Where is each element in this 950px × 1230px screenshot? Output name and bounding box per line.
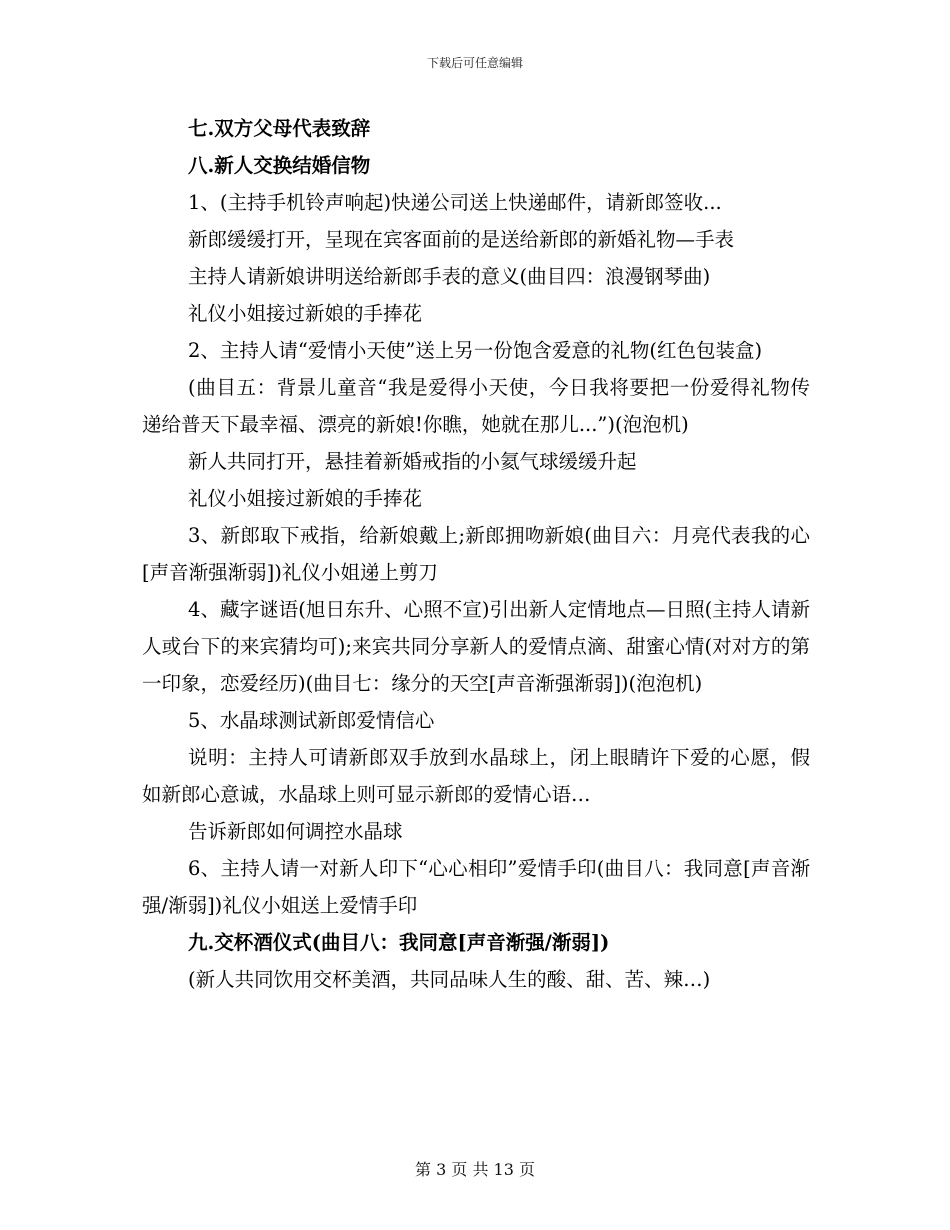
- paragraph: 2、主持人请“爱情小天使”送上另一份饱含爱意的礼物(红色包装盒): [188, 339, 763, 362]
- paragraph: (曲目五：背景儿童音“我是爱得小天使，今日我将要把一份爱得礼物传递给普天下最幸福、漂亮的新娘!你瞧，她就在那儿...”)(泡泡机): [142, 376, 810, 436]
- paragraph: 告诉新郎如何调控水晶球: [188, 820, 403, 843]
- paragraph: 6、主持人请一对新人印下“心心相印”爱情手印(曲目八：我同意[声音渐强/渐弱])礼仪小姐送上爱情手印: [142, 857, 810, 917]
- paragraph: 说明：主持人可请新郎双手放到水晶球上，闭上眼睛许下爱的心愿，假如新郎心意诚，水晶球上则可显示新郎的爱情心语…: [142, 746, 810, 806]
- document-body: [142, 110, 810, 998]
- paragraph: 4、藏字谜语(旭日东升、心照不宣)引出新人定情地点—日照(主持人请新人或台下的来宾猜均可);来宾共同分享新人的爱情点滴、甜蜜心情(对对方的第一印象，恋爱经历)(曲目七：缘分的天空[声音渐强渐弱])(泡泡机): [142, 598, 810, 695]
- section-heading: 七.双方父母代表致辞: [188, 117, 371, 140]
- paragraph: 5、水晶球测试新郎爱情信心: [188, 709, 435, 732]
- paragraph: 礼仪小姐接过新娘的手捧花: [188, 487, 423, 510]
- page-header: 下载后可任意编辑: [426, 56, 523, 70]
- paragraph: 1、(主持手机铃声响起)快递公司送上快递邮件，请新郎签收...: [188, 191, 722, 214]
- paragraph: 礼仪小姐接过新娘的手捧花: [188, 302, 423, 325]
- paragraph: 新郎缓缓打开，呈现在宾客面前的是送给新郎的新婚礼物—手表: [188, 228, 735, 251]
- paragraph: 3、新郎取下戒指，给新娘戴上;新郎拥吻新娘(曲目六：月亮代表我的心[声音渐强渐弱])礼仪小姐递上剪刀: [142, 524, 810, 584]
- paragraph: 主持人请新娘讲明送给新郎手表的意义(曲目四：浪漫钢琴曲): [188, 265, 711, 288]
- paragraph: 新人共同打开，悬挂着新婚戒指的小氦气球缓缓升起: [188, 450, 637, 473]
- section-heading: 八.新人交换结婚信物: [188, 154, 371, 177]
- page-number: 第 3 页 共 13 页: [415, 1160, 535, 1179]
- paragraph: (新人共同饮用交杯美酒，共同品味人生的酸、甜、苦、辣…): [188, 968, 711, 991]
- section-heading: 九.交杯酒仪式(曲目八：我同意[声音渐强/渐弱]): [188, 931, 610, 954]
